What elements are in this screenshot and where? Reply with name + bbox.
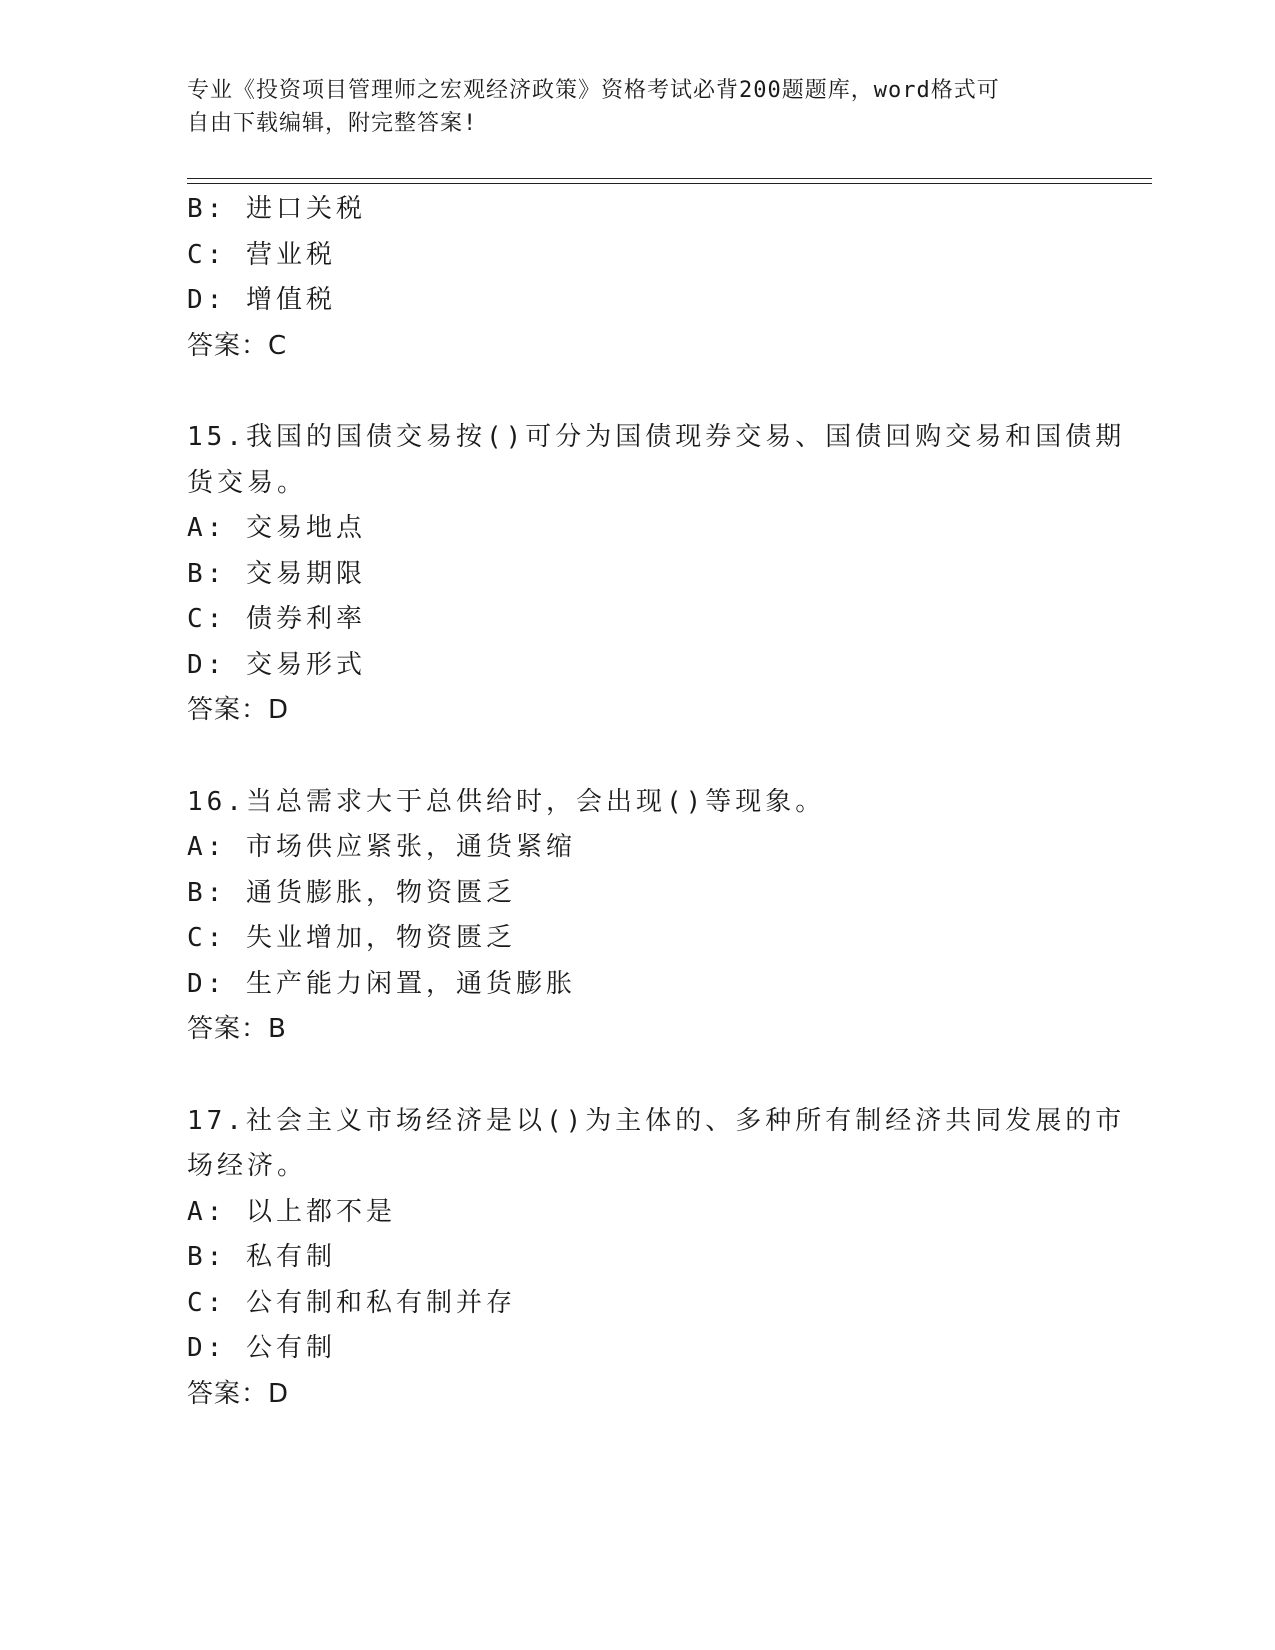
q15-stem-line-1: 15.我国的国债交易按()可分为国债现券交易、国债回购交易和国债期 (187, 422, 1126, 452)
q15-option-b: B: 交易期限 (187, 558, 366, 589)
spacer (187, 369, 1087, 415)
q16-stem-line-1: 16.当总需求大于总供给时，会出现()等现象。 (187, 786, 826, 817)
q14-option-c: C: 营业税 (187, 239, 336, 270)
question-list (187, 187, 1126, 1417)
header-line-2: 自由下载编辑，附完整答案! (187, 111, 478, 136)
q14-answer: 答案：C (187, 330, 288, 361)
q15-option-c: C: 债券利率 (187, 604, 366, 634)
q17-stem-line-1: 17.社会主义市场经济是以()为主体的、多种所有制经济共同发展的市 (187, 1105, 1126, 1136)
q16-option-a: A: 市场供应紧张，通货紧缩 (187, 832, 576, 862)
q16-answer: 答案：B (187, 1014, 287, 1044)
q17-option-d: D: 公有制 (187, 1333, 336, 1363)
document-header (187, 74, 1067, 140)
q17-stem-line-2: 场经济。 (187, 1151, 308, 1181)
q16-option-b: B: 通货膨胀，物资匮乏 (187, 877, 516, 908)
question-17 (187, 1099, 1126, 1418)
question-16 (187, 780, 1087, 1053)
spacer (187, 1053, 1087, 1099)
q15-answer: 答案：D (187, 695, 290, 725)
q15-option-a: A: 交易地点 (187, 513, 366, 543)
q17-option-b: B: 私有制 (187, 1242, 336, 1272)
q14-option-b: B: 进口关税 (187, 194, 366, 224)
question-14 (187, 187, 1087, 369)
q16-option-d: D: 生产能力闲置，通货膨胀 (187, 968, 576, 999)
q17-answer: 答案：D (187, 1378, 290, 1409)
q17-option-c: C: 公有制和私有制并存 (187, 1287, 516, 1318)
q14-option-d: D: 增值税 (187, 285, 336, 315)
question-15 (187, 415, 1126, 734)
q17-option-a: A: 以上都不是 (187, 1196, 396, 1227)
q15-option-d: D: 交易形式 (187, 649, 366, 680)
q15-stem-line-2: 货交易。 (187, 467, 308, 498)
q16-option-c: C: 失业增加，物资匮乏 (187, 923, 516, 953)
header-line-1: 专业《投资项目管理师之宏观经济政策》资格考试必背200题题库，word格式可 (187, 78, 1000, 103)
spacer (187, 734, 1087, 780)
header-divider-top (187, 178, 1152, 179)
header-divider-bottom (187, 183, 1152, 184)
